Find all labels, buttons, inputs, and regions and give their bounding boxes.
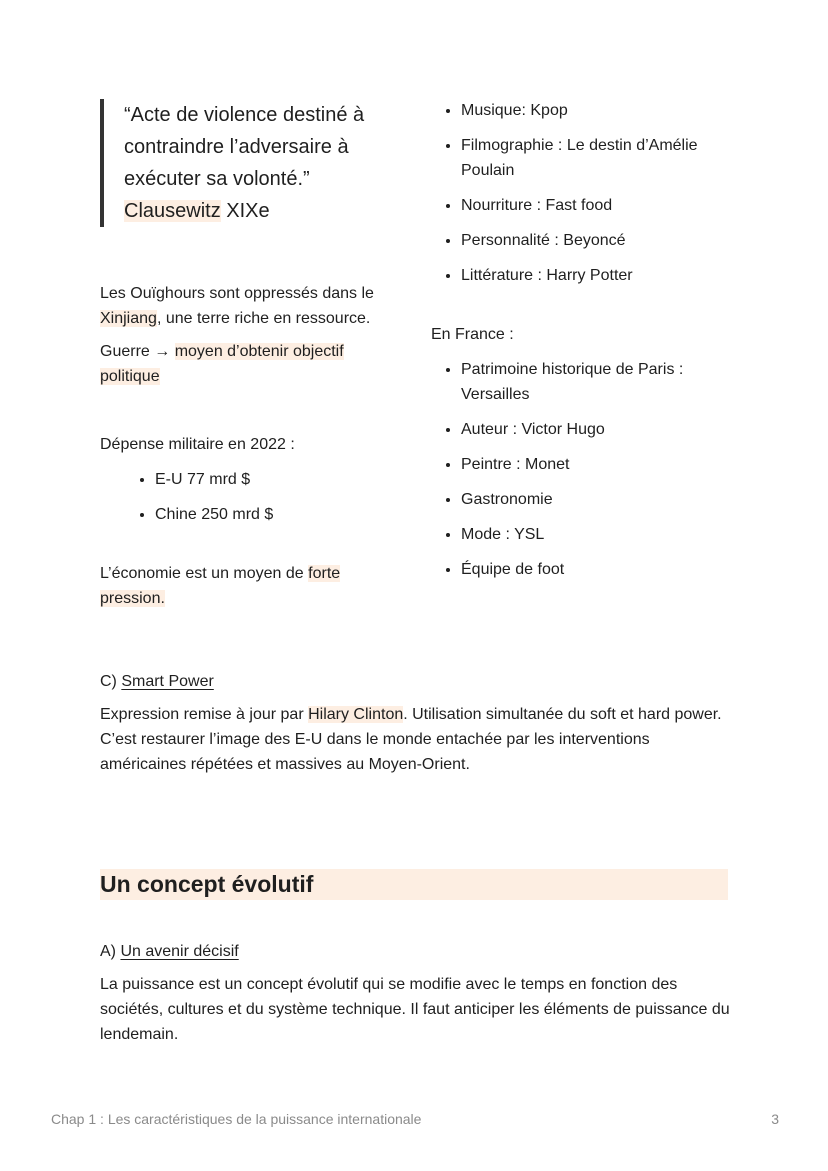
list-item: • Personnalité : Beyoncé (461, 228, 731, 253)
smart-power-section (100, 669, 730, 777)
list-item: • E-U 77 mrd $ (155, 467, 400, 492)
smart-power-paragraph: Expression remise à jour par Hilary Clinton. Utilisation simultanée du soft et hard power. C’est restaurer l’image des E-U dans le monde entachée par les interventions américaines répétées et massives au Moyen-Orient. (100, 706, 722, 773)
clinton-highlight: Hilary Clinton (308, 706, 404, 723)
war-paragraph: Guerre → moyen d’obtenir objectif politique (100, 343, 344, 385)
list-item: • Chine 250 mrd $ (155, 502, 400, 527)
right-column (431, 98, 731, 592)
left-column (100, 98, 400, 611)
section-heading: Un concept évolutif (100, 869, 728, 900)
list-item: • Filmographie : Le destin d’Amélie Poulain (461, 133, 731, 183)
quote-text: “Acte de violence destiné à contraindre l’adversaire à exécuter sa volonté.” (124, 104, 365, 190)
avenir-title: Un avenir décisif (120, 943, 239, 960)
avenir-paragraph: La puissance est un concept évolutif qui se modifie avec le temps en fonction des sociétés, cultures et du système technique. Il faut anticiper les éléments de puissance du lendemain. (100, 976, 730, 1043)
smart-power-title: Smart Power (121, 673, 214, 690)
list-item: • Littérature : Harry Potter (461, 263, 731, 288)
uighours-paragraph: Les Ouïghours sont oppressés dans le Xinjiang, une terre riche en ressource. (100, 285, 374, 327)
footer-page-number: 3 (771, 1111, 779, 1127)
military-spending-title: Dépense militaire en 2022 : (100, 436, 295, 453)
list-item: • Peintre : Monet (461, 452, 731, 477)
list-item: • Auteur : Victor Hugo (461, 417, 731, 442)
xinjiang-highlight: Xinjiang (100, 310, 157, 327)
avenir-subtitle: A) Un avenir décisif (100, 943, 239, 960)
france-title: En France : (431, 326, 514, 343)
smart-power-subtitle: C) Smart Power (100, 673, 214, 690)
list-item: • Gastronomie (461, 487, 731, 512)
list-item: • Patrimoine historique de Paris : Versailles (461, 357, 731, 407)
military-spending-list (100, 467, 400, 527)
footer-chapter-title: Chap 1 : Les caractéristiques de la puissance internationale (51, 1111, 422, 1127)
usa-soft-power-list (431, 98, 731, 288)
clausewitz-quote (100, 99, 400, 227)
evolutive-concept-section (100, 939, 730, 1047)
economy-paragraph: L’économie est un moyen de forte pression. (100, 565, 341, 607)
quote-author: Clausewitz (124, 200, 221, 222)
list-item: • Nourriture : Fast food (461, 193, 731, 218)
list-item: • Équipe de foot (461, 557, 731, 582)
war-highlight: moyen d’obtenir objectif politique (100, 343, 344, 385)
quote-century: XIXe (220, 200, 270, 222)
economy-highlight: forte pression. (100, 565, 341, 607)
list-item: • Mode : YSL (461, 522, 731, 547)
france-soft-power-list (431, 357, 731, 582)
list-item: • Musique: Kpop (461, 98, 731, 123)
